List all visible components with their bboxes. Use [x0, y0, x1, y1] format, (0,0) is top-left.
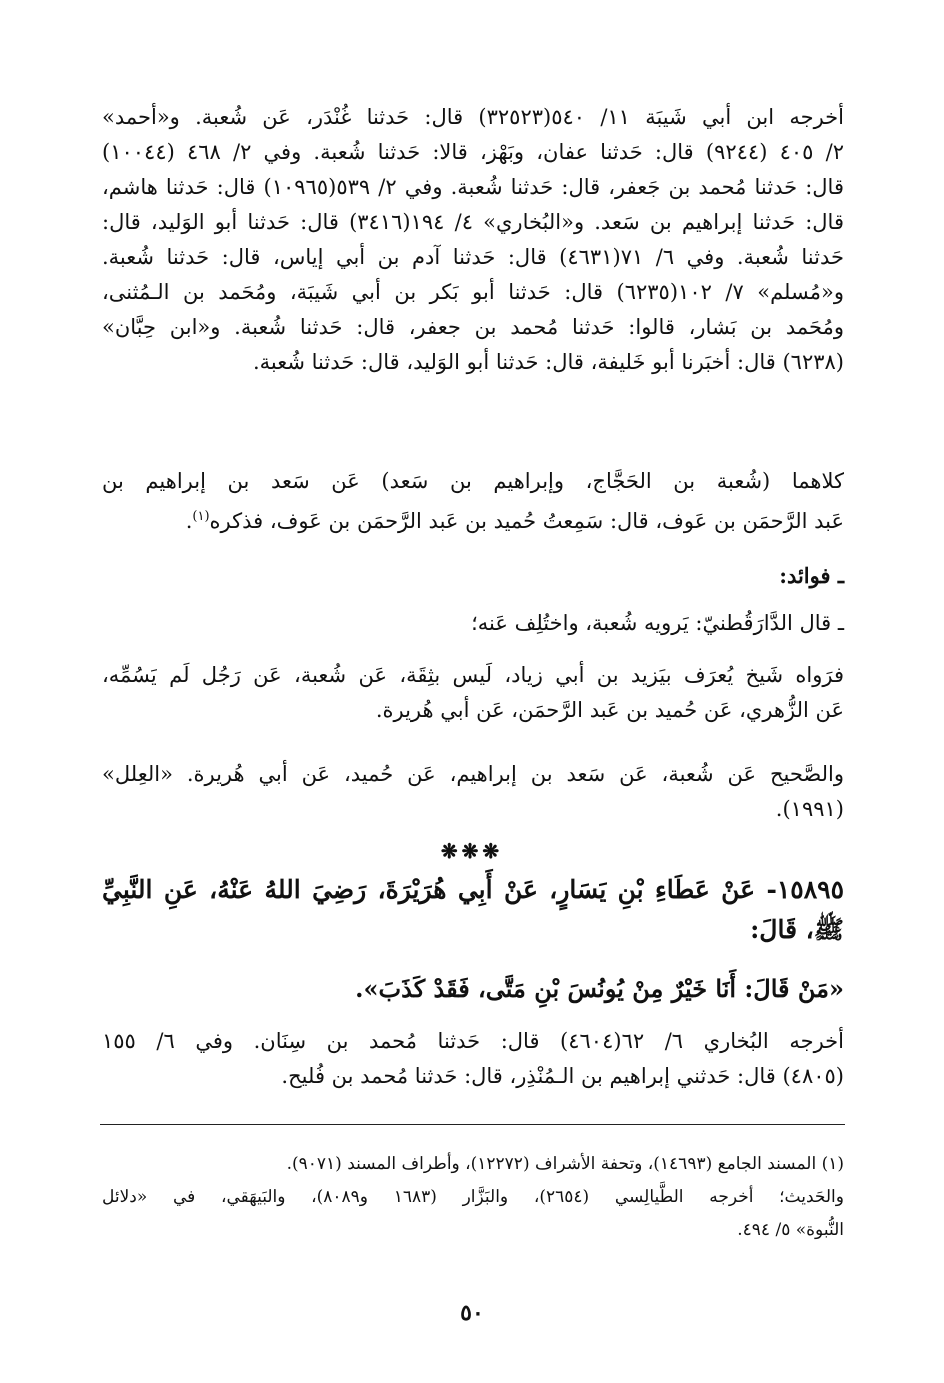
footnote-reference: (١) — [192, 509, 210, 524]
hadith-isnad-line: ﷺ، قَالَ: — [750, 915, 844, 944]
footnote-line: (١) المسند الجامع (١٤٦٩٣)، وتحفة الأشراف (١٢٢٧٢)، وأطراف المسند (٩٠٧١). — [286, 1154, 844, 1174]
text-line: ٢/ ٤٠٥ (٩٢٤٤) قال: حَدثنا عفان، وبَهْز، قالا: حَدثنا شُعبة. وفي ٢/ ٤٦٨ (١٠٠٤٤) — [102, 140, 844, 164]
text-line: قال: حَدثنا مُحمد بن جَعفر، قال: حَدثنا شُعبة. وفي ٢/ ٥٣٩(١٠٩٦٥) قال: حَدثنا هاشم، — [102, 175, 844, 199]
text-line: عَن الزُّهري، عَن حُميد بن عَبد الرَّحمَن، عَن أبي هُريرة. — [375, 698, 844, 722]
fawaid-paragraph-3 — [102, 757, 844, 827]
text-line: (٦٢٣٨) قال: أخبَرنا أبو خَليفة، قال: حَدثنا أبو الوَليد، قال: حَدثنا شُعبة. — [252, 350, 844, 374]
footnote-line: النُّبوة» ٥/ ٤٩٤. — [737, 1220, 844, 1240]
footnote-line: والحَديث؛ أخرجه الطَّيالِسي (٢٦٥٤)، والبَزَّار (١٦٨٣ و٨٠٨٩)، والبَيهَقي، في «دلائل — [102, 1187, 844, 1207]
text-line: أخرجه ابن أبي شَيبَة ١١/ ٥٤٠(٣٢٥٢٣) قال: حَدثنا غُنْدَر، عَن شُعبة. و«أحمد» — [102, 105, 844, 129]
text-line: والصَّحيح عَن شُعبة، عَن سَعد بن إبراهيم، عَن حُميد، عَن أبي هُريرة. «العِلل» — [102, 762, 844, 786]
section-separator: ❋❋❋ — [440, 839, 504, 863]
hadith-matn: «مَنْ قَالَ: أَنَا خَيْرٌ مِنْ يُونُسَ بْنِ مَتَّى، فَقَدْ كَذَبَ». — [355, 974, 844, 1003]
page-number: ٥٠ — [460, 1300, 484, 1326]
text-line: حَدثنا شُعبة. وفي ٦/ ٧١(٤٦٣١) قال: حَدثنا آدم بن أبي إياس، قال: حَدثنا شُعبة. — [102, 245, 844, 269]
text-line — [102, 499, 844, 539]
text-line: كلاهما (شُعبة بن الحَجَّاج، وإبراهيم بن سَعد) عَن سَعد بن إبراهيم بن — [102, 469, 844, 493]
hadith-isnad-line: ١٥٨٩٥- عَنْ عَطَاءِ بْنِ يَسَارٍ، عَنْ أَبِي هُرَيْرَةَ، رَضِيَ اللهُ عَنْهُ، عَنِ النَّبِيِّ — [102, 875, 844, 904]
takhrij-paragraph-2 — [102, 1024, 844, 1094]
fawaid-heading: ـ فوائد: — [779, 563, 844, 588]
text-line: أخرجه البُخاري ٦/ ٦٢(٤٦٠٤) قال: حَدثنا مُحمد بن سِنَان. وفي ٦/ ١٥٥ — [102, 1029, 844, 1053]
text-line-body: عَبد الرَّحمَن بن عَوف، قال: سَمِعتُ حُميد بن عَبد الرَّحمَن بن عَوف، فذكره — [209, 509, 844, 533]
text-line: ـ قال الدَّارَقُطنيّ: يَرويه شُعبة، واختُلِف عَنه؛ — [471, 611, 844, 635]
fawaid-body — [102, 606, 844, 641]
text-line: قال: حَدثنا إبراهيم بن سَعد. و«البُخاري» ٤/ ١٩٤(٣٤١٦) قال: حَدثنا أبو الوَليد، قال: — [102, 210, 844, 234]
text-line: (١٩٩١). — [775, 797, 844, 821]
text-line: فرَواه شَيخ يُعرَف بيَزيد بن أبي زياد، لَيس بثِقَة، عَن شُعبة، عَن رَجُل لَم يَسُمِّه، — [102, 663, 844, 687]
sentence-end: . — [185, 509, 193, 533]
takhrij-paragraph-1 — [102, 100, 844, 380]
fawaid-paragraph-2 — [102, 658, 844, 728]
kilahuma-paragraph — [102, 464, 844, 539]
text-line: و«مُسلم» ٧/ ١٠٢(٦٢٣٥) قال: حَدثنا أبو بَكر بن أبي شَيبَة، ومُحَمد بن الـمُثنى، — [102, 280, 844, 304]
footnote-divider — [100, 1124, 845, 1125]
text-line: ومُحَمد بن بَشار، قالوا: حَدثنا مُحمد بن جعفر، قال: حَدثنا شُعبة. و«ابن حِبَّان» — [102, 315, 844, 339]
hadith-header — [102, 870, 844, 950]
text-line: (٤٨٠٥) قال: حَدثني إبراهيم بن الـمُنْذِر، قال: حَدثنا مُحمد بن فُليح. — [281, 1064, 844, 1088]
footnotes — [102, 1148, 844, 1247]
